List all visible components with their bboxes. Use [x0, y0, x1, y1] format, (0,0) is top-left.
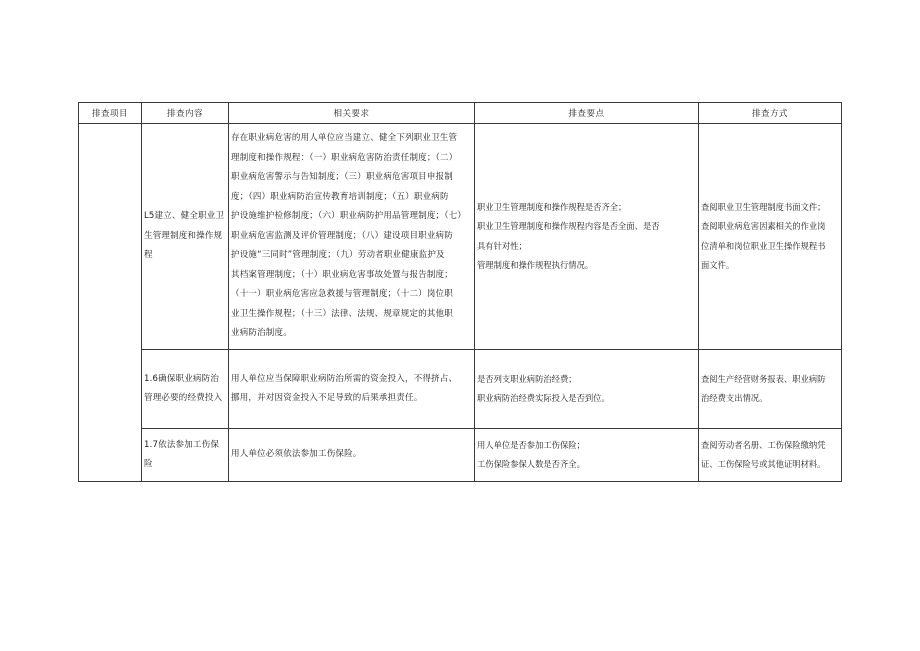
requirement-line: 护设施“三同时”管理制度；（九）劳动者职业健康监护及 [231, 250, 445, 261]
merged-category-cell [79, 124, 142, 482]
requirement-line: 度；（四）职业病防治宣传教育培训制度；（五）职业病防 [231, 191, 449, 202]
row-method-cell [699, 350, 842, 429]
table-row [79, 124, 842, 350]
requirement-line: 挪用，并对因资金投入不足导致的后果承担责任。 [231, 393, 423, 403]
header-points: 排查要点 [475, 103, 699, 124]
table-row [79, 429, 842, 482]
row-points-cell [475, 429, 699, 482]
method-line: 查阅职业病危害因素相关的作业岗 [701, 221, 826, 231]
row-points-cell [475, 350, 699, 429]
requirement-line: （十一）职业病危害应急救援与管理制度；（十二）岗位职 [231, 289, 453, 300]
requirement-line: 业卫生操作规程；（十三）法律、法规、规章规定的其他职 [231, 308, 453, 319]
row-item-text: L5建立、健全职业卫生管理制度和操作规程 [144, 211, 225, 261]
requirement-line: 职业病危害监测及评价管理制度；（八）建设项目职业病防 [231, 230, 453, 241]
header-requirement: 相关要求 [229, 103, 475, 124]
header-method: 排查方式 [699, 103, 842, 124]
requirement-line: 职业病危害警示与告知制度；（三）职业病危害项目申报制 [231, 172, 453, 183]
row-requirement-cell [229, 429, 475, 482]
requirement-line: 理制度和操作规程：（一）职业病危害防治责任制度；（二） [231, 152, 458, 163]
points-line: 是否列支职业病防治经费； [477, 373, 577, 384]
row-method-cell [699, 124, 842, 350]
requirement-line: 护设施维护检修制度；（六）职业病防护用品管理制度；（七） [231, 211, 467, 222]
row-points-cell [475, 124, 699, 350]
requirement-line: 用人单位必须依法参加工伤保险。 [231, 449, 362, 460]
points-line: 职业病防治经费实际投入是否到位。 [477, 393, 610, 403]
row-item-cell [142, 429, 229, 482]
row-item-cell [142, 350, 229, 429]
row-item-text: 1.7依法参加工伤保险 [144, 439, 220, 469]
header-item: 排查项目 [79, 103, 142, 124]
method-line: 面文件。 [701, 260, 735, 270]
table-row [79, 350, 842, 429]
points-line: 用人单位是否参加工伤保险； [477, 439, 585, 450]
method-line: 查阅生产经营财务报表、职业病防 [701, 373, 826, 384]
points-line: 具有针对性； [477, 240, 527, 251]
row-method-cell [699, 429, 842, 482]
requirement-line: 存在职业病危害的用人单位应当建立、健全下列职业卫生管 [231, 133, 458, 144]
row-requirement-cell [229, 350, 475, 429]
points-line: 职业卫生管理制度和操作规程是否齐全； [477, 201, 627, 212]
row-item-text: 1.6确保职业病防治管理必要的经费投入 [144, 373, 223, 403]
table-header-row [79, 103, 842, 124]
points-line: 工伤保险参保人数是否齐全。 [477, 459, 585, 469]
method-line: 查阅劳动者名册、工伤保险缴纳凭 [701, 439, 826, 450]
method-line: 位清单和岗位职业卫生操作规程书 [701, 240, 826, 251]
points-line: 管理制度和操作规程执行情况。 [477, 260, 594, 270]
inspection-table [78, 102, 842, 482]
method-line: 证、工伤保险号或其他证明材料。 [701, 459, 826, 469]
points-line: 职业卫生管理制度和操作规程内容是否全面、是否 [477, 221, 660, 231]
header-content: 排查内容 [142, 103, 229, 124]
row-requirement-cell [229, 124, 475, 350]
requirement-line: 业病防治制度。 [231, 328, 292, 339]
requirement-line: 用人单位应当保障职业病防治所需的资金投入，不得挤占、 [231, 373, 458, 384]
method-line: 查阅职业卫生管理制度书面文件； [701, 201, 826, 212]
method-line: 治经费支出情况。 [701, 393, 768, 403]
requirement-line: 其档案管理制度；（十）职业病危害事故处置与报告制度； [231, 269, 453, 280]
row-item-cell [142, 124, 229, 350]
